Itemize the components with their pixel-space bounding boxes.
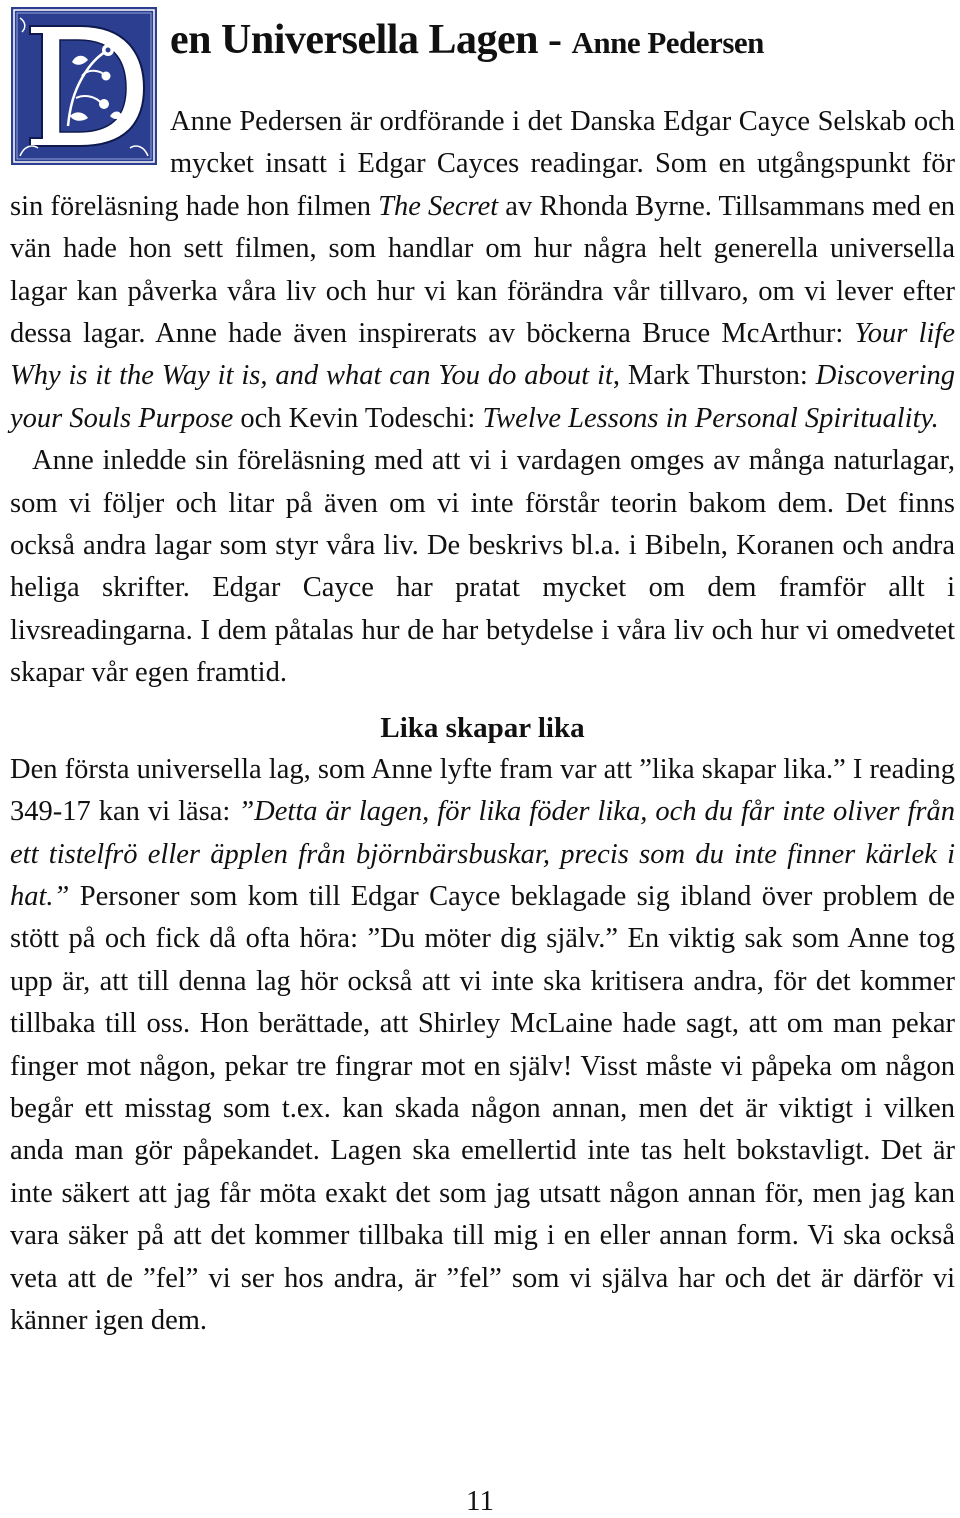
- page-number: 11: [466, 1485, 494, 1517]
- intro-text-2: av Rhonda Byrne. Tillsammans med en vän hade hon sett filmen, som handlar om hur några helt generella universella lagar kan påverka våra liv och hur vi kan förändra vår tillvaro, om vi lever efter dessa lagar. Anne hade även inspirerats av böckerna Bruce McArthur:: [10, 190, 955, 350]
- section-text-1: Den första universella lag, som Anne lyfte fram var att ”lika skapar lika.” I reading 349-17 kan vi läsa:: [10, 753, 955, 828]
- title-main: en Universella Lagen: [170, 17, 538, 63]
- intro-text-1: Anne Pedersen är ordförande i det Danska Edgar Cayce Selskab och mycket insatt i Edgar Cayces readingar. Som en utgångspunkt för sin föreläsning hade hon filmen: [10, 106, 955, 222]
- section-heading: Lika skapar lika: [380, 711, 585, 744]
- book-title-mcarthur: Your life Why is it the Way it is, and what can You do about it: [10, 318, 955, 392]
- title-separator: -: [537, 17, 572, 63]
- title-author: Anne Pedersen: [571, 25, 764, 60]
- intro-text-3: , Mark Thurston:: [612, 360, 816, 392]
- article: [10, 6, 955, 1342]
- book-title-todeschi: Twelve Lessons in Personal Spirituality.: [482, 402, 939, 434]
- section-paragraph: [10, 749, 955, 1343]
- intro-text-4: och Kevin Todeschi:: [233, 402, 483, 434]
- film-title: The Secret: [378, 190, 499, 222]
- ornate-initial-d-icon: [10, 6, 158, 166]
- body-paragraph: Anne inledde sin föreläsning med att vi i vardagen omges av många naturlagar, som vi följer och litar på även om vi inte förstår teorin bakom dem. Det finns också andra lagar som styr våra liv. De beskrivs bl.a. i Bibeln, Koranen och andra heliga skrifter. Edgar Cayce har pratat mycket om dem framför allt i livsreadingarna. I dem påtalas hur de har betydelse i våra liv och hur vi omedvetet skapar vår egen framtid.: [10, 445, 955, 689]
- book-title-thurston: Discovering your Souls Purpose: [10, 360, 955, 434]
- section-text-2: Personer som kom till Edgar Cayce beklagade sig ibland över problem de stött på och fick då ofta höra: ”Du möter dig själv.” En viktig sak som Anne tog upp är, att till denna lag hör också att vi inte ska kritisera andra, för det kommer tillbaka till oss. Hon berättade, att Shirley McLaine hade sagt, att om man pekar finger mot någon, pekar tre fingrar mot en själv! Visst måste vi påpeka om någon begår ett misstag som t.ex. kan skada någon annan, men det är viktigt i vilken anda man gör påpekandet. Lagen ska emellertid inte tas helt bokstavligt. Det är inte säkert att jag får möta exakt det som jag utsatt någon annan för, men jag kan vara säker på att det kommer tillbaka till mig i en eller annan form. Vi ska också veta att de ”fel” vi ser hos andra, är ”fel” som vi själva har och det är därför vi känner igen dem.: [10, 880, 955, 1336]
- reading-quote: ”Detta är lagen, för lika föder lika, och du får inte oliver från ett tistelfrö eller äpplen från björnbärsbuskar, precis som du inte finner kärlek i hat.”: [10, 796, 955, 912]
